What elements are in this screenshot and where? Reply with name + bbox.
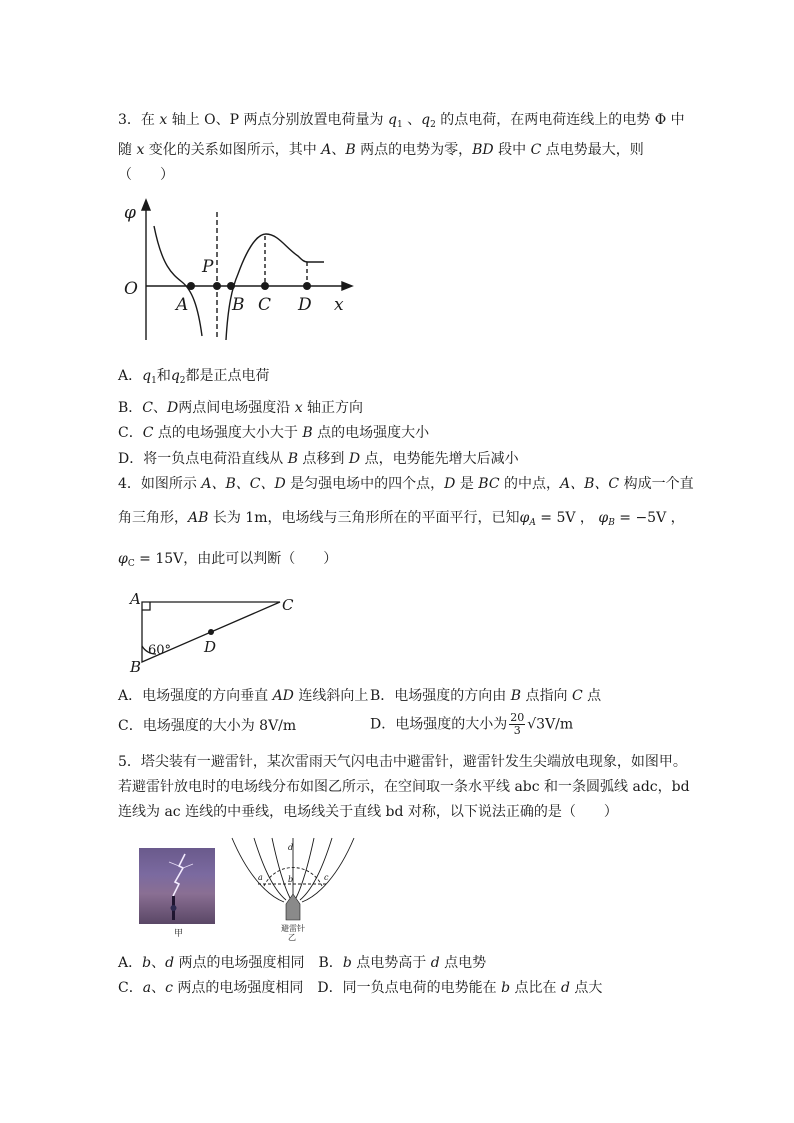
var: x <box>294 400 303 416</box>
text: A． <box>118 955 143 971</box>
q5-option-a[interactable] <box>118 955 305 971</box>
text: D．电场强度的大小为 <box>370 716 508 733</box>
right-angle-mark <box>142 602 150 610</box>
q4-option-c[interactable]: C．电场强度的大小为 8V/m <box>118 718 297 734</box>
label-a: a <box>258 873 263 882</box>
text: ， <box>575 510 599 526</box>
q4-option-d[interactable] <box>370 712 573 737</box>
label-b: B <box>130 658 142 676</box>
field-line <box>254 838 286 900</box>
phi-arrow <box>142 200 150 210</box>
q5-option-b[interactable] <box>305 955 487 971</box>
label-c: c <box>324 873 329 882</box>
field-line <box>300 838 332 900</box>
q5-field-lines-diagram <box>228 836 358 942</box>
text: B． <box>304 955 343 971</box>
var: D <box>348 451 361 467</box>
var: AD <box>272 688 294 704</box>
q3-potential-graph <box>118 196 358 342</box>
text: 4．如图所示 <box>118 476 202 492</box>
text: 构成一个直 <box>619 476 694 492</box>
text: A．电场强度的方向垂直 <box>118 688 273 704</box>
q5-options-row1 <box>118 953 486 973</box>
label-d: D <box>204 638 217 656</box>
var: BC <box>478 476 500 492</box>
label-x: x <box>334 295 344 315</box>
text: 点大 <box>569 980 603 996</box>
text: 的中点， <box>499 476 561 492</box>
var-C: C <box>530 142 542 158</box>
point-c <box>261 282 269 290</box>
text: 两点间电场强度沿 <box>178 400 295 416</box>
label-d: d <box>288 843 294 852</box>
text: D．将一负点电荷沿直线从 <box>118 451 288 467</box>
q3-option-d[interactable] <box>118 449 519 469</box>
q4-option-b[interactable] <box>370 686 601 706</box>
angle-label: 60° <box>148 643 172 658</box>
var-q1: q <box>387 112 397 128</box>
q3-option-b[interactable] <box>118 398 363 418</box>
text: 轴上 O、P 两点分别放置电荷量为 <box>167 112 388 128</box>
q3-stem-line2 <box>118 140 644 160</box>
text: 点移到 <box>297 451 349 467</box>
var: d <box>560 980 570 996</box>
sub: B <box>608 518 615 528</box>
var: q <box>170 368 180 384</box>
text: 、 <box>331 142 346 158</box>
text: ，由此可以判断（ ） <box>183 551 338 567</box>
figure-label-jia: 甲 <box>174 929 184 939</box>
point-a <box>187 282 195 290</box>
q3-stem-line3: （ ） <box>118 167 174 183</box>
text: 点比在 <box>510 980 561 996</box>
var: D <box>444 476 456 492</box>
text: 的点电荷，在两电荷连线上的电势 Φ 中 <box>435 112 685 128</box>
var: C <box>142 425 154 441</box>
fraction <box>509 712 525 737</box>
var: b <box>342 955 352 971</box>
text: 、 <box>153 400 168 416</box>
var-x: x <box>136 142 145 158</box>
figure-label-yi: 乙 <box>288 933 296 942</box>
text: D．同一负点电荷的电势能在 <box>303 980 502 996</box>
var: AB <box>188 510 209 526</box>
sub: C <box>127 559 135 569</box>
point-d <box>303 282 311 290</box>
text: = 15V <box>134 551 184 567</box>
text: 都是正点电荷 <box>185 368 270 384</box>
q5-stem-line2: 若避雷针放电时的电场线分布如图乙所示，在空间取一条水平线 abc 和一条圆弧线 adc，bd <box>118 779 690 795</box>
sub: 1 <box>396 120 403 130</box>
text: 轴正方向 <box>302 400 364 416</box>
text: 点电势 <box>439 955 487 971</box>
var: C <box>142 400 154 416</box>
var: b <box>142 955 152 971</box>
text: 两点的电场强度相同 <box>174 955 305 971</box>
label-c: C <box>282 596 294 614</box>
var: b <box>501 980 511 996</box>
label-c: C <box>258 295 272 315</box>
left-curve <box>154 226 202 336</box>
text: 点电势最大，则 <box>541 142 644 158</box>
var: q <box>142 368 152 384</box>
text: 、 <box>151 955 166 971</box>
q5-options-row2 <box>118 978 602 998</box>
var-BD: BD <box>472 142 494 158</box>
var: B <box>510 688 522 704</box>
q5-stem-line3: 连线为 ac 连线的中垂线，电场线关于直线 bd 对称，以下说法正确的是（ ） <box>118 804 618 820</box>
text: C． <box>118 425 143 441</box>
lightning-bolt-icon <box>139 848 215 924</box>
rod-label: 避雷针 <box>281 924 305 933</box>
text: 是匀强电场中的四个点， <box>285 476 445 492</box>
text: 、 <box>151 980 166 996</box>
text: 连线斜向上 <box>293 688 369 704</box>
var-B: B <box>345 142 356 158</box>
label-d: D <box>298 295 312 315</box>
label-o: O <box>124 279 138 299</box>
q3-option-a[interactable] <box>118 366 270 391</box>
text: 变化的关系如图所示，其中 <box>144 142 322 158</box>
sub: 1 <box>151 376 157 386</box>
var-A: A <box>321 142 332 158</box>
q5-option-c[interactable] <box>118 980 303 996</box>
point-p <box>213 282 221 290</box>
text: B．电场强度的方向由 <box>370 688 511 704</box>
text: 两点的电场强度相同 <box>172 980 304 996</box>
text: C． <box>118 980 143 996</box>
text: 随 <box>118 142 137 158</box>
text: √3V/m <box>527 716 574 733</box>
text: ， <box>666 510 685 526</box>
q3-option-c[interactable] <box>118 423 429 443</box>
text: B． <box>118 400 143 416</box>
q5-stem-line1: 5．塔尖装有一避雷针，某次雷雨天气闪电击中避雷针，避雷针发生尖端放电现象，如图甲。 <box>118 754 687 770</box>
text: 点指向 <box>521 688 572 704</box>
var: C <box>571 688 583 704</box>
var: A、B、C <box>560 476 620 492</box>
var-phi: φ <box>598 510 609 526</box>
text: 是 <box>455 476 479 492</box>
lightning-photo <box>139 848 215 924</box>
q4-stem-line2 <box>118 508 685 533</box>
var: B <box>287 451 298 467</box>
text: 点电势高于 <box>351 955 431 971</box>
var-phi: φ <box>118 551 128 567</box>
sub: A <box>529 518 536 528</box>
text: 长为 1m，电场线与三角形所在的平面平行，已知 <box>208 510 520 526</box>
numerator: 20 <box>510 711 525 724</box>
text: 3．在 <box>118 112 160 128</box>
var: a <box>142 980 152 996</box>
point-d <box>208 629 214 635</box>
var-q2: q <box>421 112 431 128</box>
q5-option-d[interactable] <box>303 980 602 996</box>
var: c <box>165 980 173 996</box>
q4-option-a[interactable] <box>118 686 368 706</box>
var: D <box>167 400 179 416</box>
text: 点，电势能先增大后减小 <box>360 451 519 467</box>
var: d <box>430 955 440 971</box>
x-arrow <box>342 282 352 290</box>
text: = 5V <box>535 510 576 526</box>
lightning-rod <box>286 894 300 920</box>
var: B <box>302 425 313 441</box>
label-phi: φ <box>124 203 136 223</box>
var: A、B、C、D <box>201 476 286 492</box>
q4-triangle-diagram <box>128 590 300 676</box>
var: d <box>165 955 175 971</box>
text: A． <box>118 368 143 384</box>
sub: 2 <box>179 376 186 386</box>
var-phi: φ <box>519 510 530 526</box>
text: 点 <box>582 688 602 704</box>
var-x: x <box>159 112 168 128</box>
q3-stem-line1 <box>118 110 685 135</box>
text: 段中 <box>493 142 531 158</box>
label-b: B <box>232 295 245 315</box>
label-a: A <box>176 295 189 315</box>
label-b: b <box>288 875 294 884</box>
text: 和 <box>156 368 171 384</box>
point-b <box>227 282 235 290</box>
label-p: P <box>202 257 214 277</box>
text: 、 <box>402 112 422 128</box>
label-a: A <box>130 590 141 608</box>
field-line <box>232 838 284 902</box>
sub: 2 <box>430 120 436 130</box>
q4-stem-line1 <box>118 474 694 494</box>
text: = −5V <box>614 510 667 526</box>
field-line <box>302 838 354 902</box>
text: 点的电场强度大小大于 <box>153 425 303 441</box>
denominator: 3 <box>513 724 521 737</box>
text: 两点的电势为零， <box>355 142 473 158</box>
text: 角三角形， <box>118 510 188 526</box>
q4-stem-line3 <box>118 549 337 574</box>
text: 点的电场强度大小 <box>312 425 430 441</box>
